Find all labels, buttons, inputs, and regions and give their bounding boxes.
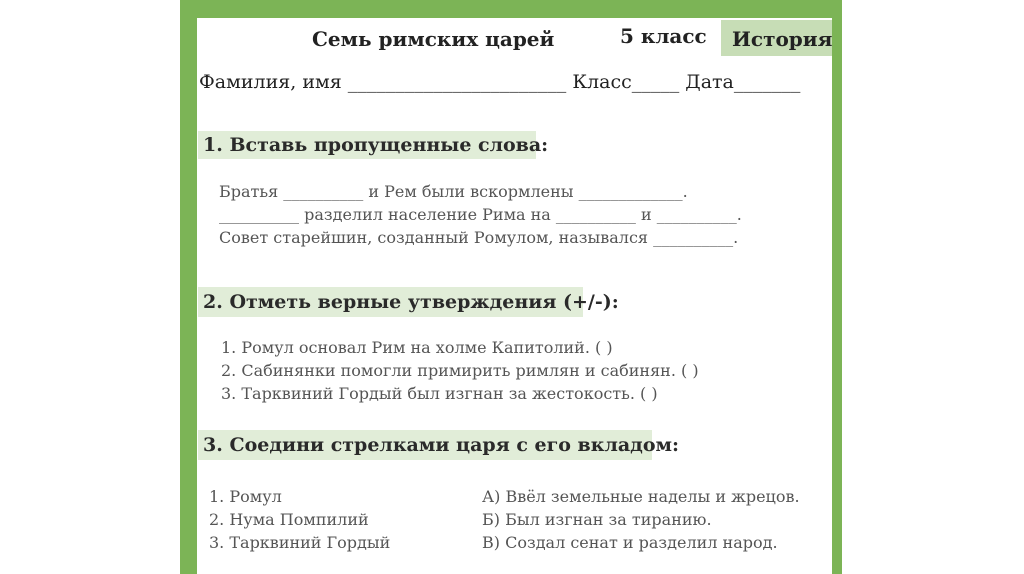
worksheet-title: Семь римских царей xyxy=(312,27,555,51)
section1-line-3: Совет старейшин, созданный Ромулом, назывался __________. xyxy=(219,228,739,247)
contribution-item-b: Б) Был изгнан за тиранию. xyxy=(482,510,712,529)
section1-line-2: __________ разделил население Рима на __________ и __________. xyxy=(219,205,742,224)
grade-label: 5 класс xyxy=(620,24,707,48)
statement-item-1: 1. Ромул основал Рим на холме Капитолий. ( ) xyxy=(221,338,613,357)
statement-item-3: 3. Тарквиний Гордый был изгнан за жестокость. ( ) xyxy=(221,384,658,403)
section1-title: 1. Вставь пропущенные слова: xyxy=(203,134,549,156)
king-item-3: 3. Тарквиний Гордый xyxy=(209,533,391,552)
contribution-item-c: В) Создал сенат и разделил народ. xyxy=(482,533,778,552)
king-item-1: 1. Ромул xyxy=(209,487,282,506)
section3-title: 3. Соедини стрелками царя с его вкладом: xyxy=(203,434,680,456)
student-info-line: Фамилия, имя _______________________ Класс_____ Дата_______ xyxy=(199,71,801,93)
subject-label: История xyxy=(732,27,833,51)
section1-line-1: Братья __________ и Рем были вскормлены _____________. xyxy=(219,182,688,201)
section2-title: 2. Отметь верные утверждения (+/-): xyxy=(203,291,619,313)
statement-item-2: 2. Сабинянки помогли примирить римлян и сабинян. ( ) xyxy=(221,361,699,380)
contribution-item-a: А) Ввёл земельные наделы и жрецов. xyxy=(482,487,800,506)
king-item-2: 2. Нума Помпилий xyxy=(209,510,369,529)
